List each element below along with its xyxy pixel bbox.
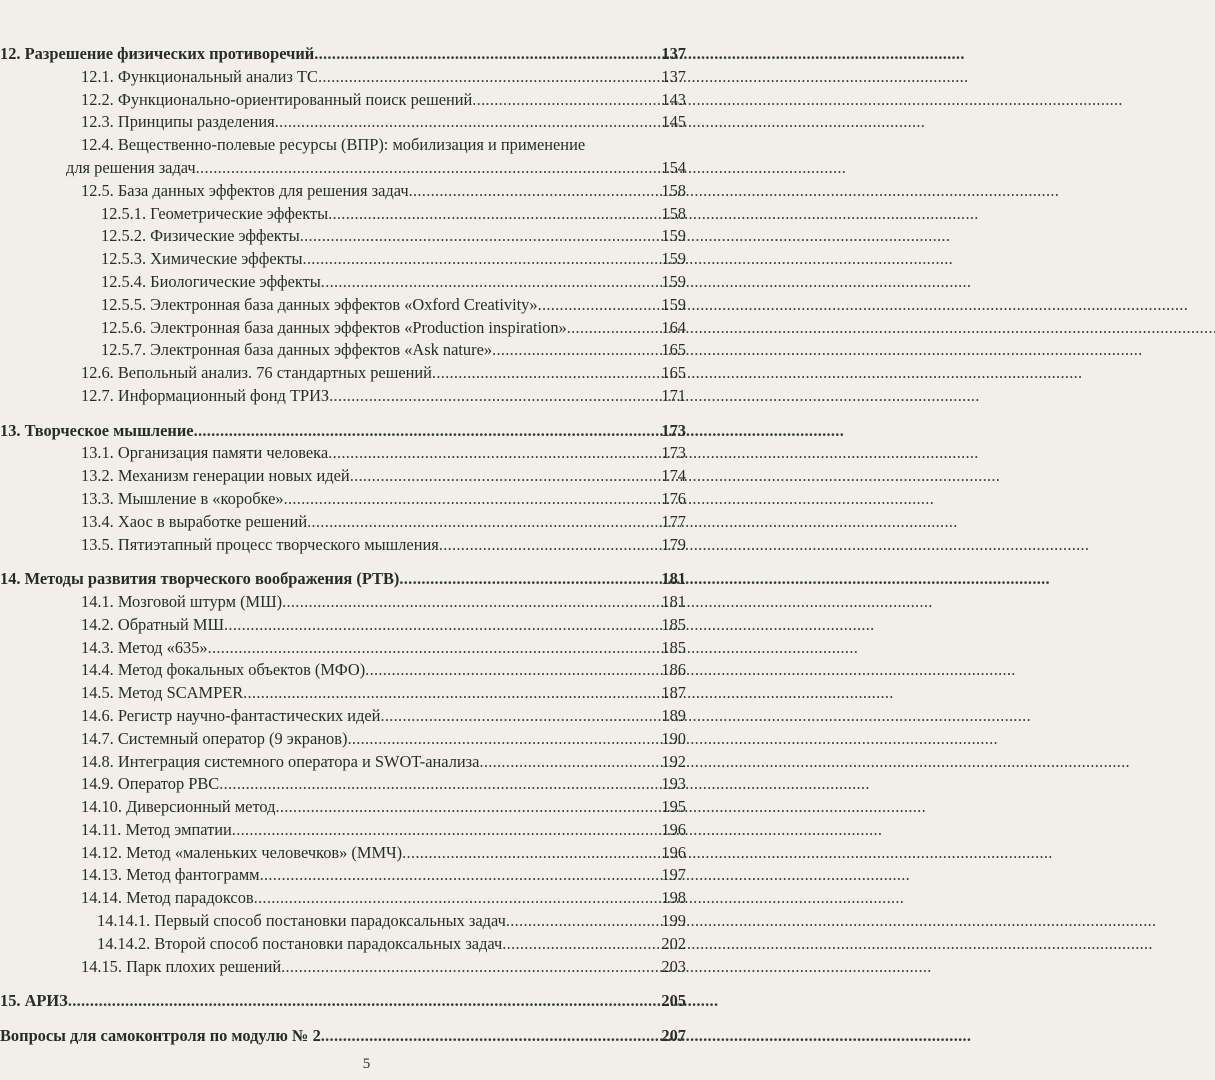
dot-leader <box>254 888 660 908</box>
toc-entry-title: 14.7. Системный оператор (9 экранов) <box>81 728 348 748</box>
toc-entry[interactable] <box>0 421 733 444</box>
toc-entry-title: 14.14. Метод парадоксов <box>81 888 254 908</box>
toc-entry-title: 14.1. Мозговой штурм (МШ) <box>81 591 283 611</box>
toc-entry-title: 13.3. Мышление в «коробке» <box>81 488 284 508</box>
dot-leader <box>68 991 660 1011</box>
toc-entry-page-number: 185 <box>661 614 686 634</box>
toc-entry-page-number: 187 <box>661 683 686 703</box>
toc-entry-title: 13. Творческое мышление <box>0 420 194 440</box>
toc-entry-page-number: 192 <box>661 751 686 771</box>
toc-entry[interactable] <box>0 1026 733 1049</box>
toc-entry-page-number: 173 <box>661 443 686 463</box>
toc-entry-page-number: 174 <box>661 466 686 486</box>
toc-entry-title: 12.1. Функциональный анализ ТС <box>81 66 318 86</box>
toc-entry[interactable] <box>0 112 733 135</box>
dot-leader <box>260 865 660 885</box>
toc-entry[interactable] <box>0 797 733 820</box>
toc-entry-page-number: 137 <box>661 44 686 63</box>
dot-leader <box>402 843 659 863</box>
toc-entry-page-number: 165 <box>661 363 686 383</box>
toc-entry-page-number: 186 <box>661 660 686 680</box>
toc-entry[interactable] <box>0 991 733 1014</box>
toc-entry[interactable] <box>0 489 733 512</box>
toc-entry-title: 12.5.5. Электронная база данных эффектов «Oxford Creativity» <box>101 294 538 314</box>
dot-leader <box>282 592 659 612</box>
toc-entry[interactable] <box>0 90 733 113</box>
dot-leader <box>284 489 660 509</box>
toc-entry-page-number: 137 <box>661 66 686 86</box>
dot-leader <box>472 90 659 110</box>
toc-entry-page-number: 202 <box>661 933 686 953</box>
dot-leader <box>275 112 660 132</box>
dot-leader <box>380 706 659 726</box>
toc-entry-title: 12.5.3. Химические эффекты <box>101 249 303 269</box>
toc-entry[interactable] <box>0 843 733 866</box>
toc-entry[interactable] <box>0 865 733 888</box>
dot-leader <box>432 363 659 383</box>
toc-entry-page-number: 143 <box>661 89 686 109</box>
toc-entry[interactable] <box>0 318 733 341</box>
toc-entry-page-number: 189 <box>661 705 686 725</box>
toc-entry-title: 12.3. Принципы разделения <box>81 112 275 132</box>
toc-entry[interactable] <box>0 363 733 386</box>
toc-entry[interactable] <box>0 729 733 752</box>
toc-entry[interactable] <box>0 386 733 409</box>
toc-entry[interactable] <box>0 272 733 295</box>
toc-entry[interactable] <box>0 683 733 706</box>
dot-leader <box>439 535 660 555</box>
toc-entry-page-number: 164 <box>661 317 686 337</box>
section-spacer <box>0 557 733 569</box>
dot-leader <box>567 318 660 338</box>
dot-leader <box>275 797 659 817</box>
toc-entry-page-number: 181 <box>661 569 686 589</box>
toc-entry[interactable] <box>0 820 733 843</box>
dot-leader <box>224 615 659 635</box>
toc-entry-title: Вопросы для самоконтроля по модулю № 2 <box>0 1025 321 1045</box>
dot-leader <box>347 729 659 749</box>
toc-entry-title: 13.2. Механизм генерации новых идей <box>81 466 350 486</box>
dot-leader <box>303 249 660 269</box>
dot-leader <box>194 421 660 441</box>
toc-entry-page-number: 193 <box>661 774 686 794</box>
dot-leader <box>208 638 660 658</box>
toc-entry-title: 12.5.7. Электронная база данных эффектов «Ask nature» <box>101 340 493 360</box>
toc-entry-page-number: 145 <box>661 112 686 132</box>
toc-entry-title: 12. Разрешение физических противоречий <box>0 44 315 63</box>
toc-entry-page-number: 196 <box>661 842 686 862</box>
toc-entry[interactable] <box>0 911 733 934</box>
dot-leader <box>321 272 660 292</box>
toc-entry[interactable] <box>0 249 733 272</box>
toc-entry[interactable] <box>0 888 733 911</box>
page-number: 5 <box>362 1056 371 1072</box>
dot-leader <box>329 386 659 406</box>
toc-entry-page-number: 176 <box>661 488 686 508</box>
toc-entry-title: 14.14.2. Второй способ постановки парадоксальных задач <box>97 933 503 953</box>
dot-leader <box>300 226 660 246</box>
toc-entry[interactable] <box>0 957 733 980</box>
toc-entry-title: 15. АРИЗ <box>0 991 68 1011</box>
dot-leader <box>232 820 660 840</box>
toc-entry[interactable] <box>0 226 733 249</box>
toc-entry-page-number: 158 <box>661 180 686 200</box>
toc-entry-title: 14.14.1. Первый способ постановки парадоксальных задач <box>97 911 506 931</box>
dot-leader <box>502 934 659 954</box>
dot-leader <box>196 158 660 178</box>
toc-entry-title: 12.5.6. Электронная база данных эффектов «Production inspiration» <box>101 317 567 337</box>
toc-entry-page-number: 159 <box>661 294 686 314</box>
toc-entry[interactable] <box>0 512 733 535</box>
toc-entry-page-number: 158 <box>661 203 686 223</box>
toc-entry[interactable] <box>0 660 733 683</box>
toc-entry[interactable] <box>0 443 733 466</box>
toc-entry-title: 14.13. Метод фантограмм <box>81 865 260 885</box>
toc-entry[interactable] <box>0 615 733 638</box>
toc-entry[interactable] <box>0 466 733 489</box>
toc-entry-title: 12.5. База данных эффектов для решения задач <box>81 180 409 200</box>
toc-entry-title: 14.6. Регистр научно-фантастических идей <box>81 705 381 725</box>
toc-entry[interactable] <box>0 204 733 227</box>
dot-leader <box>219 774 659 794</box>
dot-leader <box>307 512 659 532</box>
toc-entry-page-number: 205 <box>661 991 686 1011</box>
toc-entry-page-number: 177 <box>661 511 686 531</box>
toc-entry-title: 13.1. Организация памяти человека <box>81 443 329 463</box>
dot-leader <box>538 295 660 315</box>
dot-leader <box>492 340 659 360</box>
toc-entry-page-number: 171 <box>661 385 686 405</box>
toc-entry-page-number: 154 <box>661 157 686 177</box>
toc-entry-page-number: 190 <box>661 728 686 748</box>
toc-entry-page-number: 179 <box>661 534 686 554</box>
dot-leader <box>328 443 659 463</box>
dot-leader <box>399 569 659 589</box>
dot-leader <box>479 752 659 772</box>
toc-entry-title: 14.11. Метод эмпатии <box>81 819 232 839</box>
section-spacer <box>0 1014 733 1026</box>
dot-leader <box>321 1026 660 1046</box>
toc-entry-title: 12.6. Вепольный анализ. 76 стандартных решений <box>81 363 432 383</box>
toc-entry[interactable] <box>0 135 733 181</box>
toc-entry-page-number: 196 <box>661 819 686 839</box>
toc-entry-title: 14.8. Интеграция системного оператора и SWOT-анализа <box>81 751 480 771</box>
dot-leader <box>281 957 659 977</box>
toc-entry-page-number: 207 <box>661 1025 686 1045</box>
dot-leader <box>318 67 659 87</box>
dot-leader <box>328 204 659 224</box>
toc-entry[interactable] <box>0 67 733 90</box>
toc-entry-page-number: 159 <box>661 249 686 269</box>
toc-entry-title: 13.4. Хаос в выработке решений <box>81 511 308 531</box>
toc-entry-title: 12.5.4. Биологические эффекты <box>101 271 321 291</box>
table-of-contents <box>0 44 733 1049</box>
toc-entry-title: 12.5.1. Геометрические эффекты <box>101 203 329 223</box>
dot-leader <box>243 683 659 703</box>
toc-entry[interactable] <box>0 934 733 957</box>
toc-entry-title: 14.10. Диверсионный метод <box>81 797 276 817</box>
section-spacer <box>0 979 733 991</box>
toc-entry-title: 13.5. Пятиэтапный процесс творческого мышления <box>81 534 439 554</box>
toc-entry-page-number: 197 <box>661 865 686 885</box>
dot-leader <box>314 44 659 64</box>
toc-entry[interactable] <box>0 535 733 558</box>
toc-entry-title-line1: 12.4. Вещественно-полевые ресурсы (ВПР): мобилизация и применение <box>81 135 586 155</box>
toc-entry[interactable] <box>0 295 733 318</box>
toc-entry-page-number: 173 <box>661 420 686 440</box>
toc-entry-page-number: 159 <box>661 226 686 246</box>
toc-entry[interactable] <box>0 774 733 797</box>
toc-entry-page-number: 203 <box>661 956 686 976</box>
toc-entry-title: 14. Методы развития творческого воображения (РТВ) <box>0 569 400 589</box>
toc-entry-page-number: 195 <box>661 797 686 817</box>
toc-entry[interactable] <box>0 340 733 363</box>
toc-entry-title: 14.5. Метод SCAMPER <box>81 683 244 703</box>
toc-entry-title: 14.3. Метод «635» <box>81 637 208 657</box>
toc-entry-page-number: 199 <box>661 911 686 931</box>
toc-entry-title: 12.2. Функционально-ориентированный поиск решений <box>81 89 473 109</box>
toc-entry-title: 14.15. Парк плохих решений <box>81 956 282 976</box>
toc-entry[interactable] <box>0 706 733 729</box>
toc-entry-page-number: 198 <box>661 888 686 908</box>
toc-entry[interactable] <box>0 181 733 204</box>
toc-entry-page-number: 159 <box>661 271 686 291</box>
dot-leader <box>365 660 659 680</box>
toc-entry[interactable] <box>0 592 733 615</box>
toc-entry-title: 14.2. Обратный МШ <box>81 614 225 634</box>
dot-leader <box>506 911 660 931</box>
section-spacer <box>0 409 733 421</box>
toc-entry-title: 12.7. Информационный фонд ТРИЗ <box>81 385 330 405</box>
toc-entry-page-number: 185 <box>661 637 686 657</box>
dot-leader <box>350 466 660 486</box>
toc-entry-title: для решения задач <box>66 157 196 177</box>
toc-entry[interactable] <box>0 44 733 67</box>
toc-entry[interactable] <box>0 569 733 592</box>
toc-entry-title: 14.12. Метод «маленьких человечков» (ММЧ) <box>81 842 403 862</box>
toc-entry[interactable] <box>0 752 733 775</box>
toc-entry-page-number: 181 <box>661 591 686 611</box>
toc-entry-title: 12.5.2. Физические эффекты <box>101 226 300 246</box>
toc-entry-title: 14.4. Метод фокальных объектов (МФО) <box>81 660 366 680</box>
toc-entry-page-number: 165 <box>661 340 686 360</box>
dot-leader <box>409 181 660 201</box>
toc-entry[interactable] <box>0 638 733 661</box>
toc-entry-title: 14.9. Оператор РВС <box>81 774 220 794</box>
